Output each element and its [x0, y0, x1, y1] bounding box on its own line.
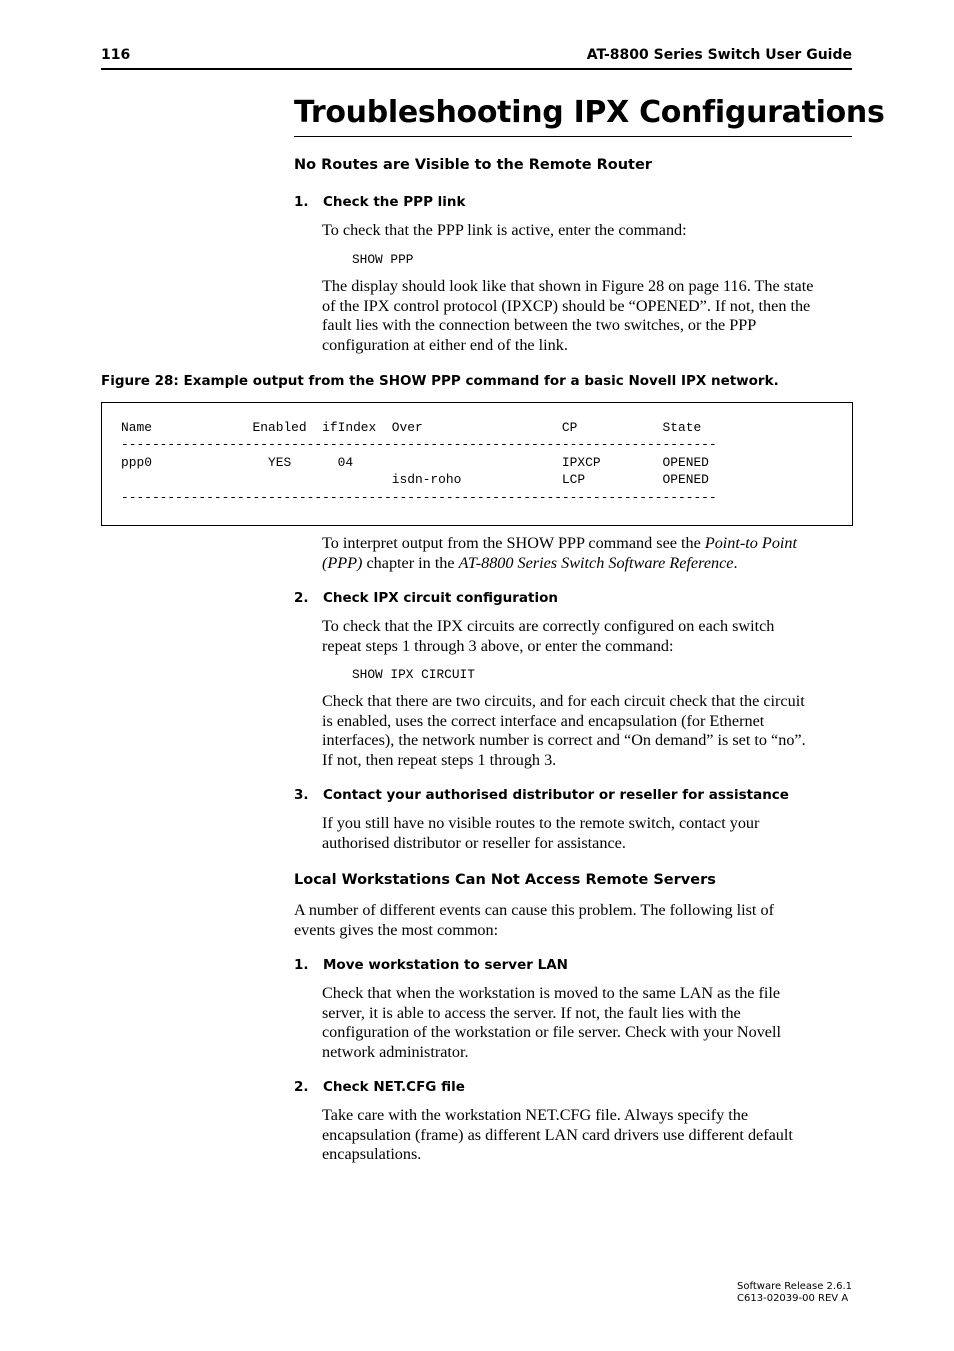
footer-release-info — [737, 1281, 852, 1305]
step-number: 2. — [294, 1079, 309, 1095]
step-contact-distributor — [294, 787, 789, 803]
text-line: To check that the IPX circuits are correctly configured on each switch — [322, 617, 775, 635]
page-number: 116 — [101, 47, 131, 63]
paragraph — [322, 814, 852, 853]
step-label: Check the PPP link — [323, 194, 466, 210]
text-line: The display should look like that shown in Figure 28 on page 116. The state — [322, 277, 814, 295]
paragraph — [322, 692, 852, 770]
step-move-workstation — [294, 957, 568, 973]
step-label: Move workstation to server LAN — [323, 957, 568, 973]
step-label: Contact your authorised distributor or reseller for assistance — [323, 787, 789, 803]
step-number: 1. — [294, 194, 309, 210]
text-line: server, it is able to access the server. If not, the fault lies with the — [322, 1003, 741, 1022]
paragraph-interpret — [322, 534, 852, 573]
command-show-ipx-circuit: SHOW IPX CIRCUIT — [352, 667, 475, 682]
step-number: 1. — [294, 957, 309, 973]
figure-caption: Figure 28: Example output from the SHOW PPP command for a basic Novell IPX network. — [101, 373, 779, 389]
text-line: of the IPX control protocol (IPXCP) should be “OPENED”. If not, then the — [322, 296, 811, 315]
figure-output-box — [101, 402, 853, 526]
paragraph — [322, 984, 852, 1062]
text-line: If not, then repeat steps 1 through 3. — [322, 750, 557, 769]
text-line — [322, 554, 852, 574]
text-line: is enabled, uses the correct interface and encapsulation (for Ethernet — [322, 711, 765, 730]
paragraph — [322, 617, 852, 656]
step-number: 3. — [294, 787, 309, 803]
paragraph — [322, 1106, 852, 1165]
guide-title: AT-8800 Series Switch User Guide — [586, 47, 852, 63]
text-line: configuration at either end of the link. — [322, 335, 568, 354]
text-line: Take care with the workstation NET.CFG file. Always specify the — [322, 1106, 749, 1124]
text-line — [322, 534, 852, 554]
footer-line: Software Release 2.6.1 — [737, 1281, 852, 1292]
command-show-ppp: SHOW PPP — [352, 252, 414, 267]
text-line: repeat steps 1 through 3 above, or enter the command: — [322, 636, 674, 655]
text-run: . — [733, 553, 738, 572]
reference-title: Point-to Point — [704, 534, 797, 552]
step-number: 2. — [294, 590, 309, 606]
text-line: authorised distributor or reseller for assistance. — [322, 833, 626, 852]
text-line: events gives the most common: — [294, 920, 499, 939]
text-line: Check that when the workstation is moved to the same LAN as the file — [322, 984, 781, 1002]
text-line: encapsulation (frame) as different LAN card drivers use different default — [322, 1125, 793, 1144]
header-rule — [101, 68, 852, 70]
text-line: interfaces), the network number is correct and “On demand” is set to “no”. — [322, 731, 806, 749]
text-line: If you still have no visible routes to the remote switch, contact your — [322, 814, 760, 832]
paragraph — [322, 277, 852, 355]
text-line: encapsulations. — [322, 1145, 422, 1163]
page-title: Troubleshooting IPX Configurations — [294, 95, 885, 130]
text-line: network administrator. — [322, 1042, 469, 1061]
text-run: chapter in the — [362, 553, 459, 572]
reference-title: AT-8800 Series Switch Software Reference — [458, 553, 734, 572]
command-output: Name Enabled ifIndex Over CP State ----------------------------------------------------------------------------- ppp0 YES 04 IPXCP OPENED isdn-roho LCP OPENED ----------------------------------------------------------------------------- — [121, 420, 717, 505]
text-line: Check that there are two circuits, and for each circuit check that the circuit — [322, 692, 805, 710]
step-check-ppp-link — [294, 194, 466, 210]
text-line: A number of different events can cause this problem. The following list of — [294, 901, 774, 919]
step-check-ipx-circuit — [294, 590, 558, 606]
title-rule — [294, 136, 852, 137]
paragraph — [294, 901, 852, 940]
section-heading-no-routes: No Routes are Visible to the Remote Router — [294, 157, 652, 173]
text-run: To interpret output from the SHOW PPP command see the — [322, 534, 705, 552]
step-label: Check IPX circuit configuration — [323, 590, 558, 606]
paragraph: To check that the PPP link is active, enter the command: — [322, 221, 687, 239]
step-label: Check NET.CFG file — [323, 1079, 465, 1095]
reference-title: (PPP) — [322, 553, 363, 572]
text-line: fault lies with the connection between the two switches, or the PPP — [322, 316, 757, 334]
section-heading-local-workstations: Local Workstations Can Not Access Remote Servers — [294, 872, 716, 888]
text-line: configuration of the workstation or file server. Check with your Novell — [322, 1023, 781, 1041]
step-check-netcfg — [294, 1079, 465, 1095]
footer-line: C613-02039-00 REV A — [737, 1293, 849, 1304]
